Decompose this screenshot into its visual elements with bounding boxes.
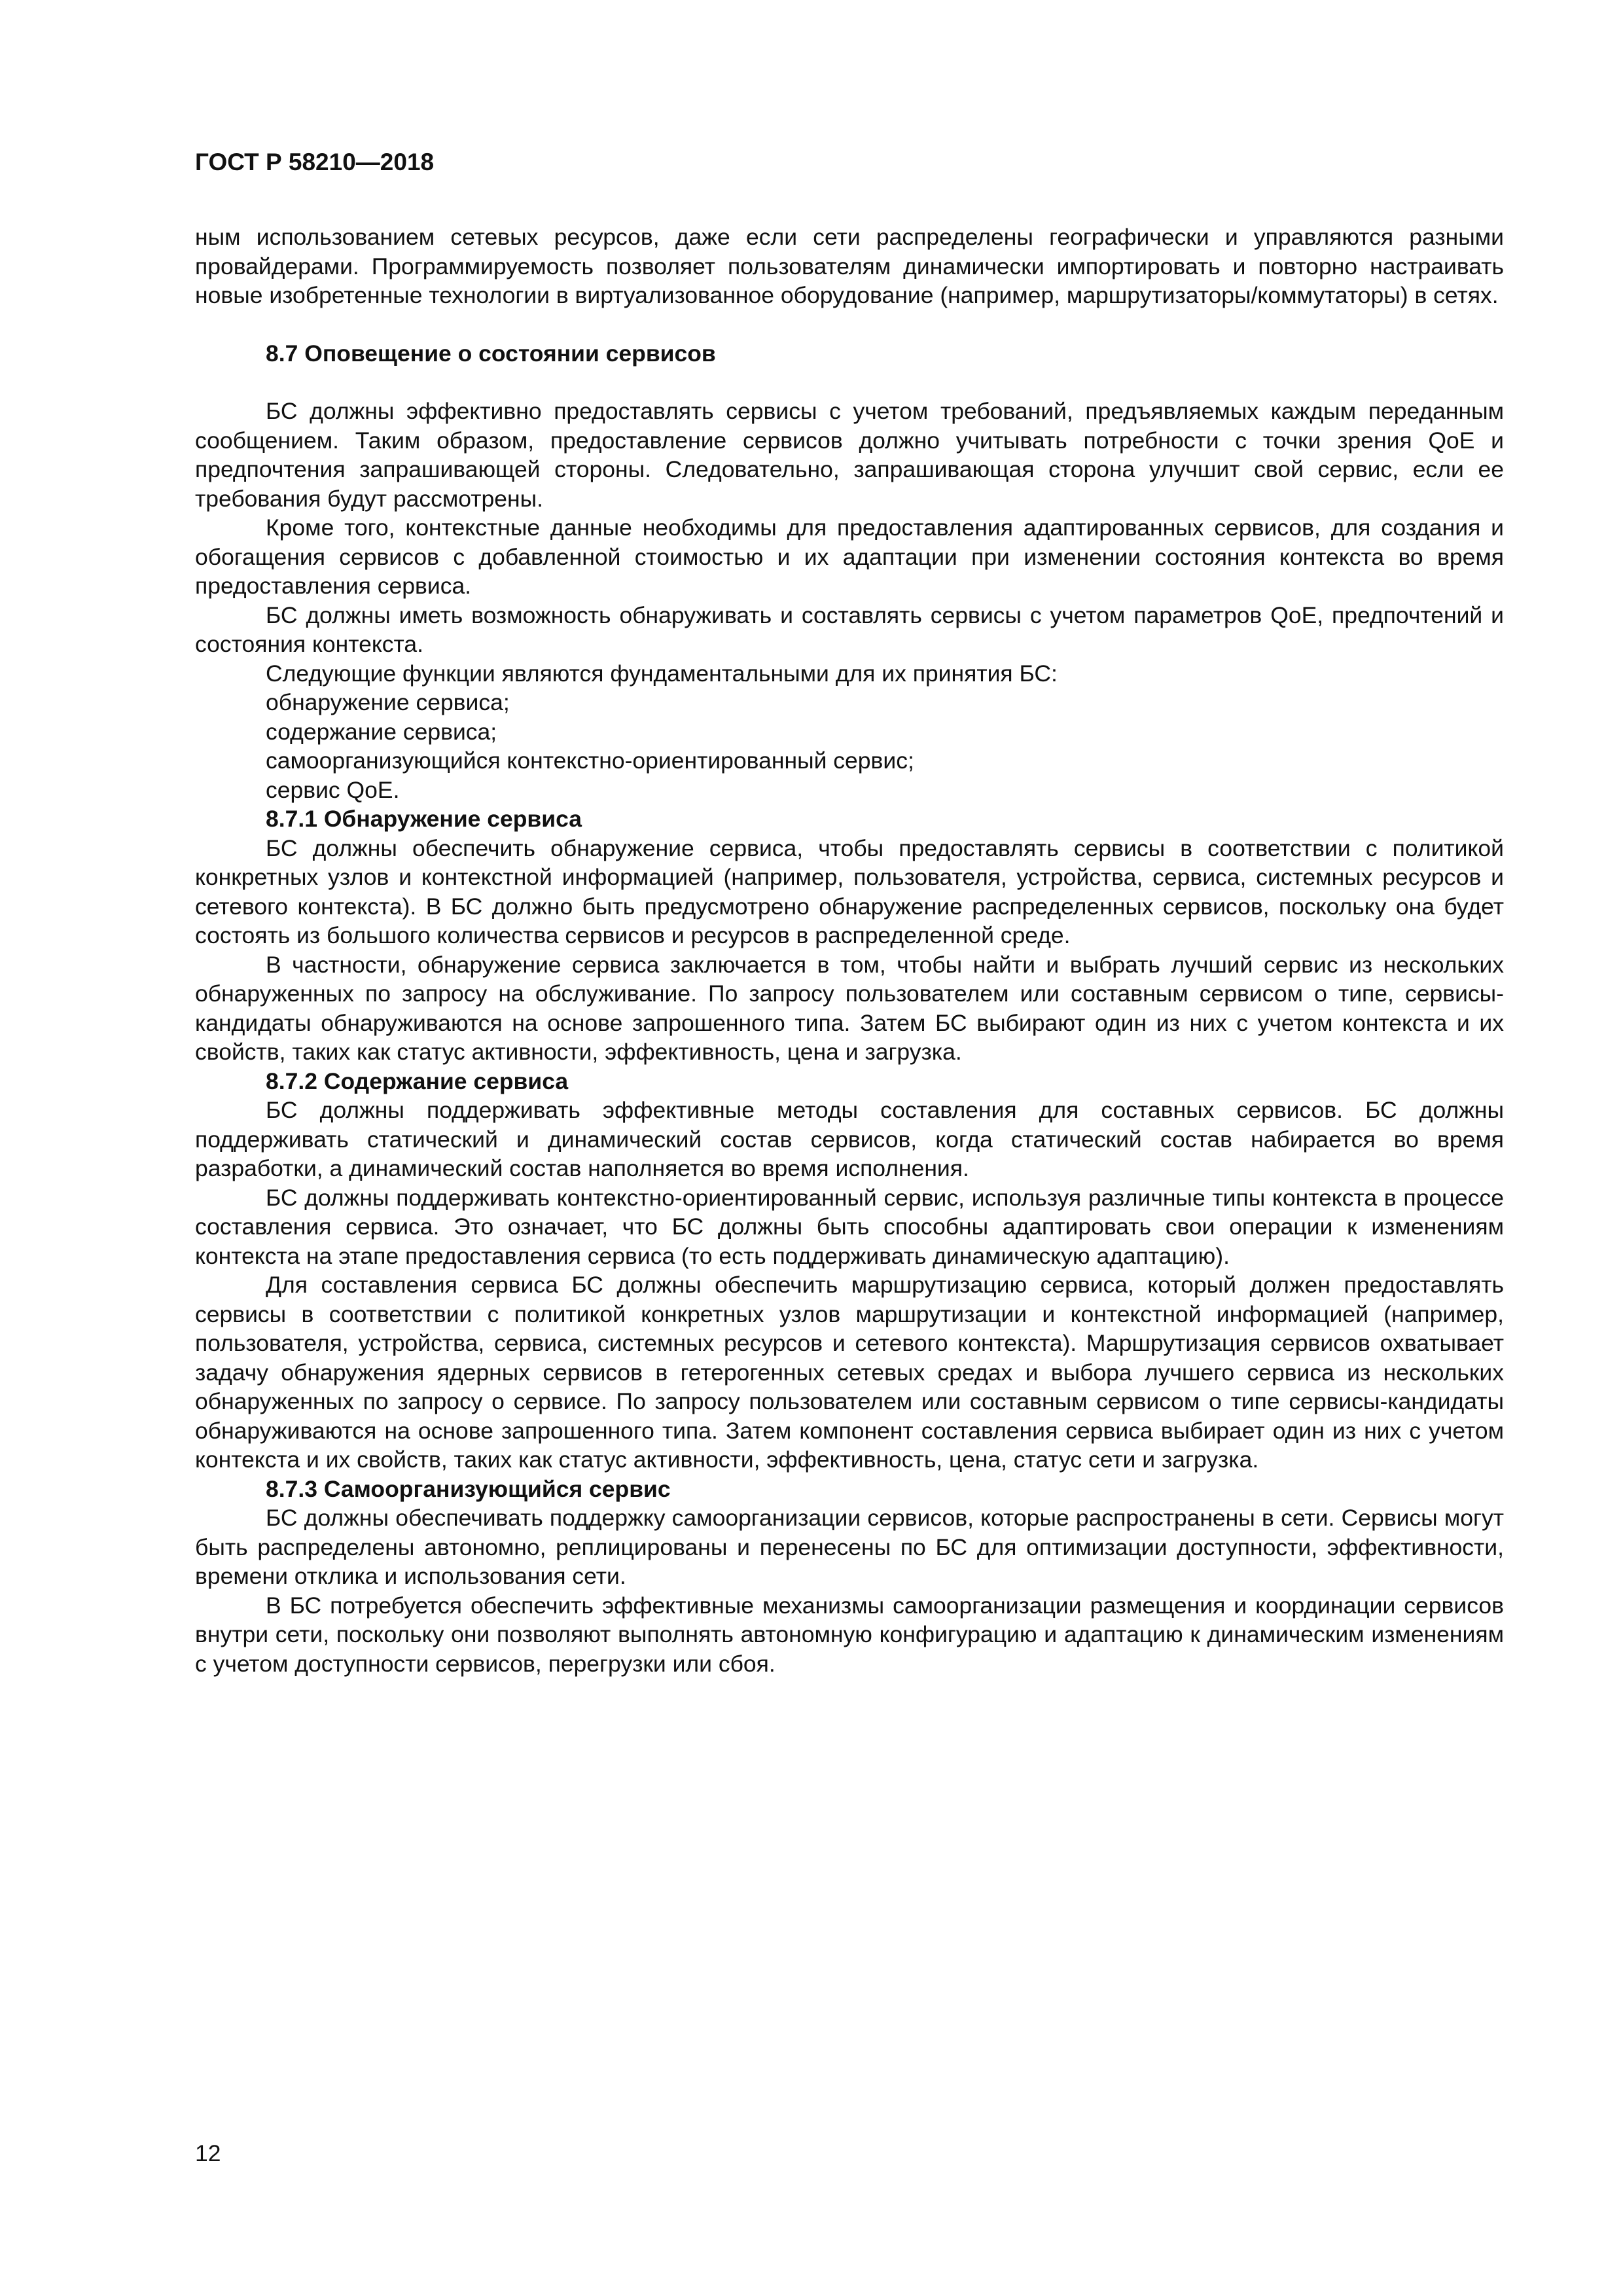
section-8-7-paragraph-2: Кроме того, контекстные данные необходимы для предоставления адаптированных сервисов, для создания и обогащения сервисов с добавленной стоимостью и их адаптации при изменении состояния контекста во время предоставления сервиса. — [195, 514, 1504, 599]
section-8-7-3-paragraph-1: БС должны обеспечивать поддержку самоорганизации сервисов, которые распространены в сети. Сервисы могут быть распределены автономно, реплицированы и перенесены по БС для оптимизации доступности, эффективности, времени отклика и использования сети. — [195, 1505, 1504, 1589]
section-8-7-1-title: 8.7.1 Обнаружение сервиса — [266, 806, 582, 832]
list-item: обнаружение сервиса; — [266, 689, 510, 715]
section-8-7-2-paragraph-2: БС должны поддерживать контекстно-ориентированный сервис, используя различные типы контекста в процессе составления сервиса. Это означает, что БС должны быть способны адаптировать свои операции к изменениям контекста на этапе предоставления сервиса (то есть поддерживать динамическую адаптацию). — [195, 1184, 1504, 1269]
section-8-7-1-paragraph-2: В частности, обнаружение сервиса заключается в том, чтобы найти и выбрать лучший сервис из нескольких обнаруженных по запросу на обслуживание. По запросу пользователем или составным сервисом о типе, сервисы-кандидаты обнаруживаются на основе запрошенного типа. Затем БС выбирают один из них с учетом контекста и их свойств, таких как статус активности, эффективность, цена и загрузка. — [195, 951, 1504, 1065]
section-8-7-paragraph-3: БС должны иметь возможность обнаруживать и составлять сервисы с учетом параметров QoE, предпочтений и состояния контекста. — [195, 601, 1504, 657]
section-8-7-3-paragraph-2: В БС потребуется обеспечить эффективные механизмы самоорганизации размещения и координации сервисов внутри сети, поскольку они позволяют выполнять автономную конфигурацию и адаптацию к динамическим изменениям с учетом доступности сервисов, перегрузки или сбоя. — [195, 1592, 1504, 1677]
section-8-7-paragraph-1: БС должны эффективно предоставлять сервисы с учетом требований, предъявляемых каждым переданным сообщением. Таким образом, предоставление сервисов должно учитывать потребности с точки зрения QoE и предпочтения запрашивающей стороны. Следовательно, запрашивающая сторона улучшит свой сервис, если ее требования будут рассмотрены. — [195, 398, 1504, 512]
section-8-7-3-title: 8.7.3 Самоорганизующийся сервис — [266, 1475, 671, 1502]
intro-paragraph: ным использованием сетевых ресурсов, даже если сети распределены географически и управляются разными провайдерами. Программируемость позволяет пользователям динамически импортировать и повторно настраивать новые изобретенные технологии в виртуализованное оборудование (например, маршрутизаторы/коммутаторы) в сетях. — [195, 224, 1504, 308]
list-item: самоорганизующийся контекстно-ориентированный сервис; — [266, 747, 914, 774]
section-8-7-2-paragraph-1: БС должны поддерживать эффективные методы составления для составных сервисов. БС должны поддерживать статический и динамический состав сервисов, когда статический состав набирается во время разработки, а динамический состав наполняется во время исполнения. — [195, 1097, 1504, 1181]
section-8-7-2-paragraph-3: Для составления сервиса БС должны обеспечить маршрутизацию сервиса, который должен предоставлять сервисы в соответствии с политикой конкретных узлов маршрутизации и контекстной информацией (например, пользователя, устройства, сервиса, системных ресурсов и сетевого контекста). Маршрутизация сервисов охватывает задачу обнаружения ядерных сервисов в гетерогенных сетевых средах и выбора лучшего сервиса из нескольких обнаруженных по запросу о сервисе. По запросу пользователем или составным сервисом о типе сервисы-кандидаты обнаруживаются на основе запрошенного типа. Затем компонент составления сервиса выбирает один из них с учетом контекста и их свойств, таких как статус активности, эффективность, цена, статус сети и загрузка. — [195, 1272, 1504, 1473]
section-8-7-title: 8.7 Оповещение о состоянии сервисов — [266, 340, 716, 367]
list-item: сервис QoE. — [266, 776, 400, 803]
page-number: 12 — [195, 2140, 221, 2166]
document-code-header: ГОСТ Р 58210—2018 — [195, 149, 435, 175]
section-8-7-2-title: 8.7.2 Содержание сервиса — [266, 1067, 569, 1094]
list-item: содержание сервиса; — [266, 718, 497, 745]
document-page — [195, 148, 1504, 1678]
section-8-7-paragraph-4: Следующие функции являются фундаментальными для их принятия БС: — [266, 660, 1058, 687]
section-8-7-1-paragraph-1: БС должны обеспечить обнаружение сервиса, чтобы предоставлять сервисы в соответствии с политикой конкретных узлов и контекстной информацией (например, пользователя, устройства, сервиса, системных ресурсов и сетевого контекста). В БС должно быть предусмотрено обнаружение распределенных сервисов, поскольку она будет состоять из большого количества сервисов и ресурсов в распределенной среде. — [195, 834, 1504, 948]
